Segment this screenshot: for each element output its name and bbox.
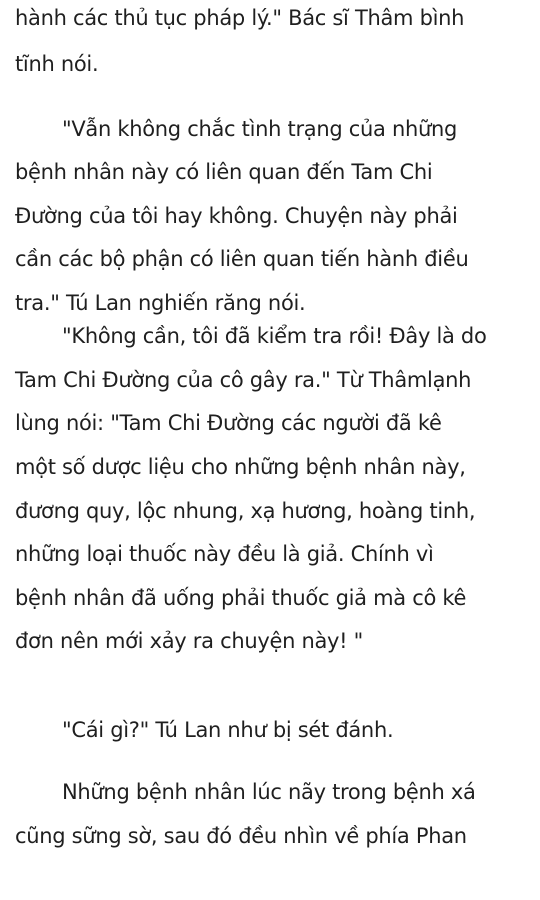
text-line: Những bệnh nhân lúc nãy trong bệnh xá [62,780,476,804]
text-line: bệnh nhân này có liên quan đến Tam Chi [15,160,433,184]
text-line: tĩnh nói. [15,52,99,76]
text-line: đơn nên mới xảy ra chuyện này! " [15,629,364,653]
text-line: "Vẫn không chắc tình trạng của những [62,117,458,141]
text-line: lùng nói: "Tam Chi Đường các người đã kê [15,411,442,435]
text-line: "Cái gì?" Tú Lan như bị sét đánh. [62,718,394,742]
text-line: Đường của tôi hay không. Chuyện này phải [15,204,458,228]
text-line: hành các thủ tục pháp lý." Bác sĩ Thâm bình [15,6,465,30]
text-line: những loại thuốc này đều là giả. Chính vì [15,542,434,566]
text-line: một số dược liệu cho những bệnh nhân này, [15,455,466,479]
text-line: đương quy, lộc nhung, xạ hương, hoàng tinh, [15,499,476,523]
text-line: bệnh nhân đã uống phải thuốc giả mà cô kê [15,586,467,610]
text-line: Tam Chi Đường của cô gây ra." Từ Thâmlạnh [15,368,472,392]
text-line: cần các bộ phận có liên quan tiến hành điều [15,247,469,271]
text-line: tra." Tú Lan nghiến răng nói. [15,291,306,315]
text-line: cũng sững sờ, sau đó đều nhìn về phía Phan [15,824,467,848]
text-line: "Không cần, tôi đã kiểm tra rồi! Đây là do [62,324,487,348]
